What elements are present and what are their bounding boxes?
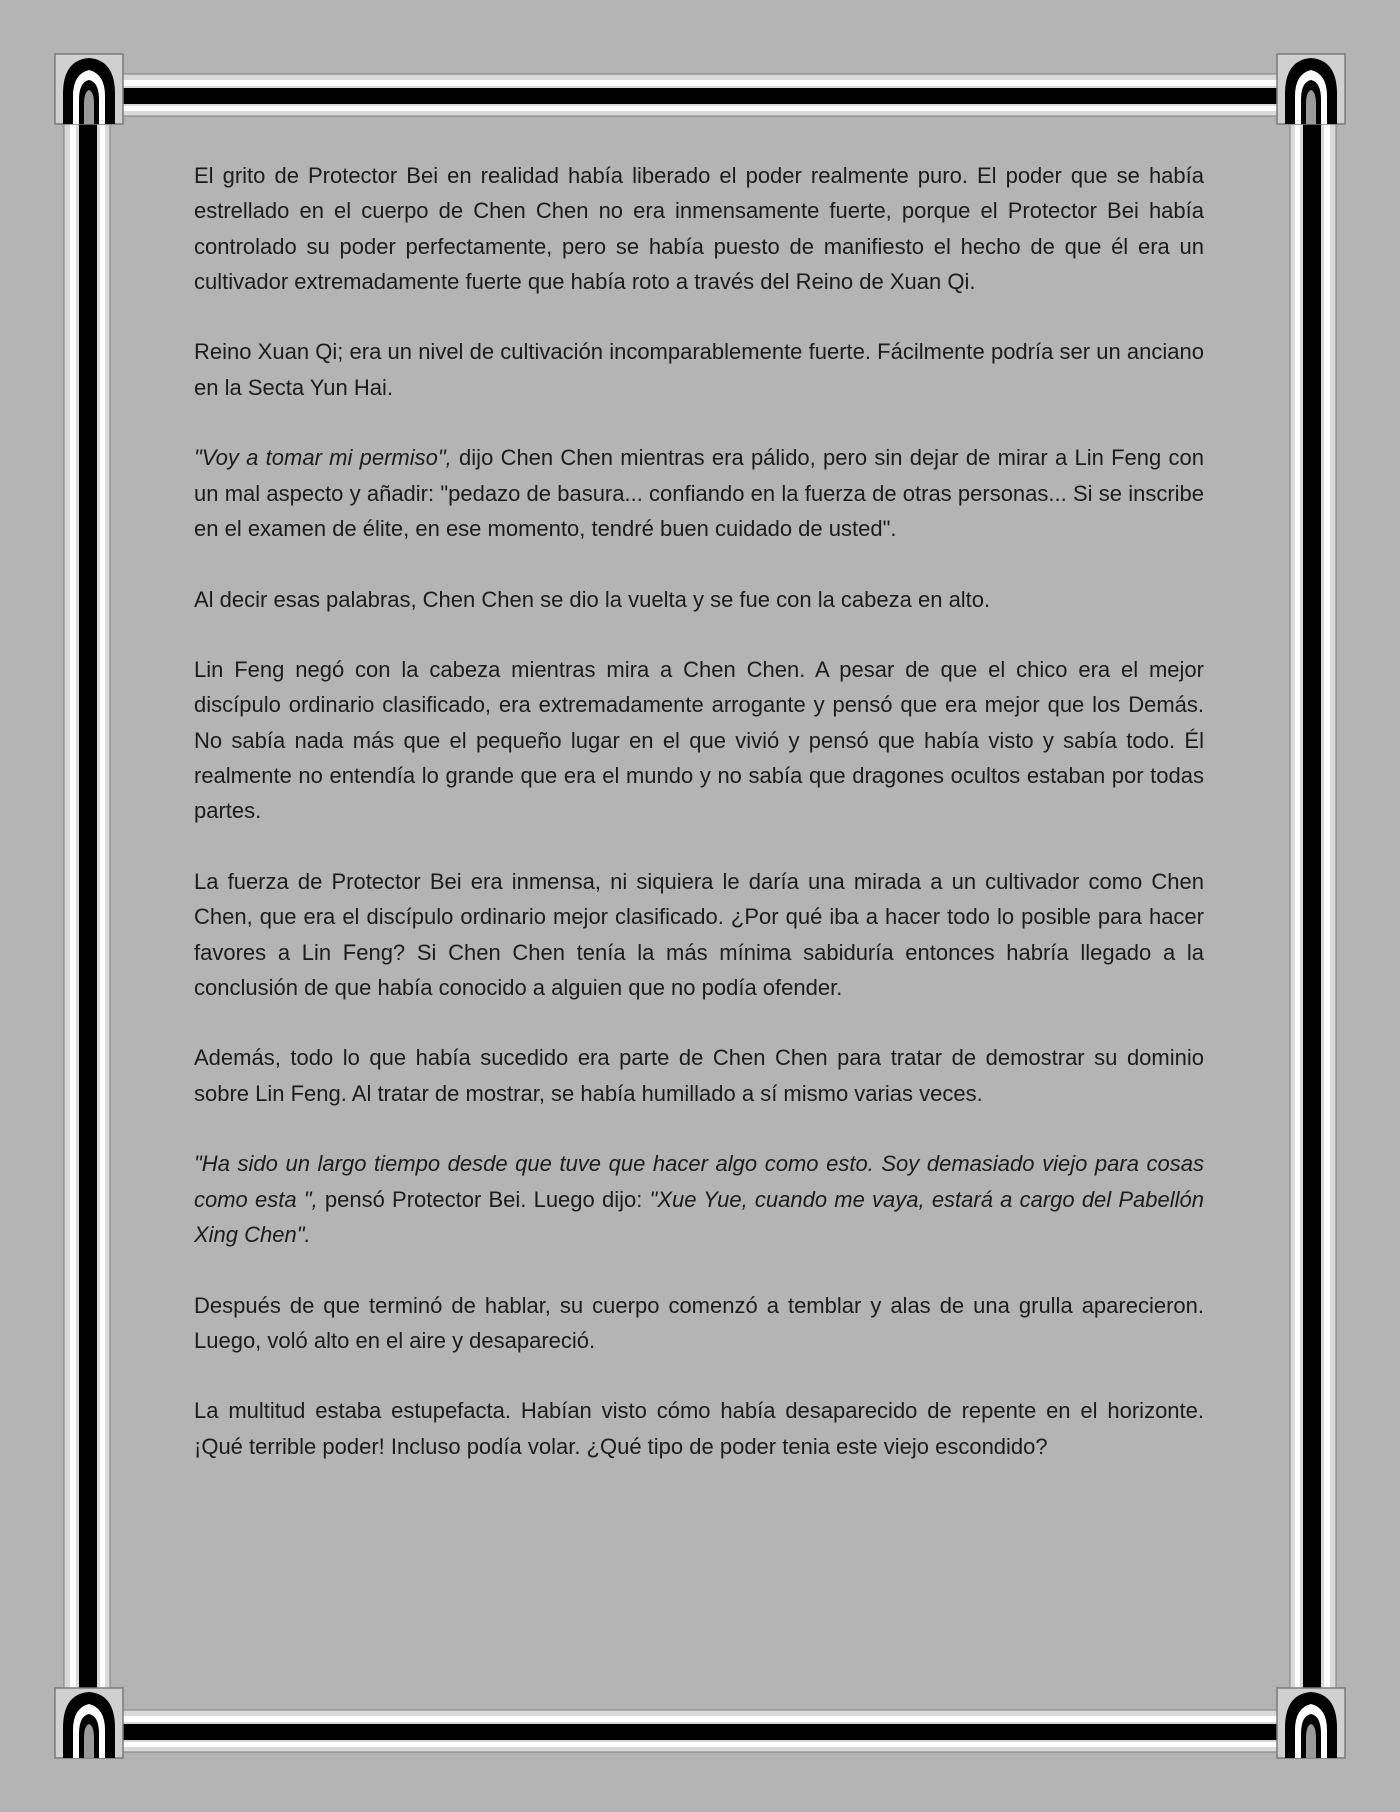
italic-text: "Voy a tomar mi permiso", [194,445,452,471]
paragraph-2 [194,334,1204,405]
paragraph-4 [194,582,1204,617]
paragraph-text: Además, todo lo que había sucedido era parte de Chen Chen para tratar de demostrar su dominio sobre Lin Feng. Al tratar de mostrar, se había humillado a sí mismo varias veces. [194,1045,1204,1106]
paragraph-text: Al decir esas palabras, Chen Chen se dio la vuelta y se fue con la cabeza en alto. [194,586,991,612]
paragraph-6 [194,864,1204,1005]
italic-text: "Xue Yue, cuando me vaya, estará a cargo del Pabellón Xing Chen". [194,1186,1205,1247]
paragraph-text: Reino Xuan Qi; era un nivel de cultivación incomparablemente fuerte. Fácilmente podría ser un anciano en la Secta Yun Hai. [194,339,1204,400]
paragraph-text: Lin Feng negó con la cabeza mientras mira a Chen Chen. A pesar de que el chico era el mejor discípulo ordinario clasificado, era extremadamente arrogante y pensó que era mejor que los Demás. No sabía nada más que el pequeño lugar en el que vivió y pensó que había visto y sabía todo. Él realmente no entendía lo grande que era el mundo y no sabía que dragones ocultos estaban por todas partes. [194,657,1204,824]
paragraph-7 [194,1040,1204,1111]
document-body [194,158,1204,1499]
italic-text: "Ha sido un largo tiempo desde que tuve que hacer algo como esto. Soy demasiado viejo para cosas como esta ", [194,1151,1204,1212]
paragraph-text: Después de que terminó de hablar, su cuerpo comenzó a temblar y alas de una grulla aparecieron. Luego, voló alto en el aire y desapareció. [194,1292,1204,1353]
paragraph-text: La multitud estaba estupefacta. Habían visto cómo había desaparecido de repente en el horizonte. ¡Qué terrible poder! Incluso podía volar. ¿Qué tipo de poder tenia este viejo escondido? [194,1398,1204,1459]
paragraph-text: El grito de Protector Bei en realidad había liberado el poder realmente puro. El poder que se había estrellado en el cuerpo de Chen Chen no era inmensamente fuerte, porque el Protector Bei había controlado su poder perfectamente, pero se había puesto de manifiesto el hecho de que él era un cultivador extremadamente fuerte que había roto a través del Reino de Xuan Qi. [194,163,1204,294]
paragraph-1 [194,158,1204,299]
paragraph-8 [194,1146,1204,1252]
paragraph-9 [194,1288,1204,1359]
paragraph-10 [194,1393,1204,1464]
paragraph-text: La fuerza de Protector Bei era inmensa, ni siquiera le daría una mirada a un cultivador como Chen Chen, que era el discípulo ordinario mejor clasificado. ¿Por qué iba a hacer todo lo posible para hacer favores a Lin Feng? Si Chen Chen tenía la más mínima sabiduría entonces habría llegado a la conclusión de que había conocido a alguien que no podía ofender. [194,868,1204,1000]
paragraph-text: pensó Protector Bei. Luego dijo: [317,1186,650,1212]
paragraph-5 [194,652,1204,828]
paragraph-3 [194,440,1204,546]
paragraph-text: dijo Chen Chen mientras era pálido, pero sin dejar de mirar a Lin Feng con un mal aspecto y añadir: "pedazo de basura... confiando en la fuerza de otras personas... Si se inscribe en el examen de élite, en ese momento, tendré buen cuidado de usted". [194,445,1204,541]
